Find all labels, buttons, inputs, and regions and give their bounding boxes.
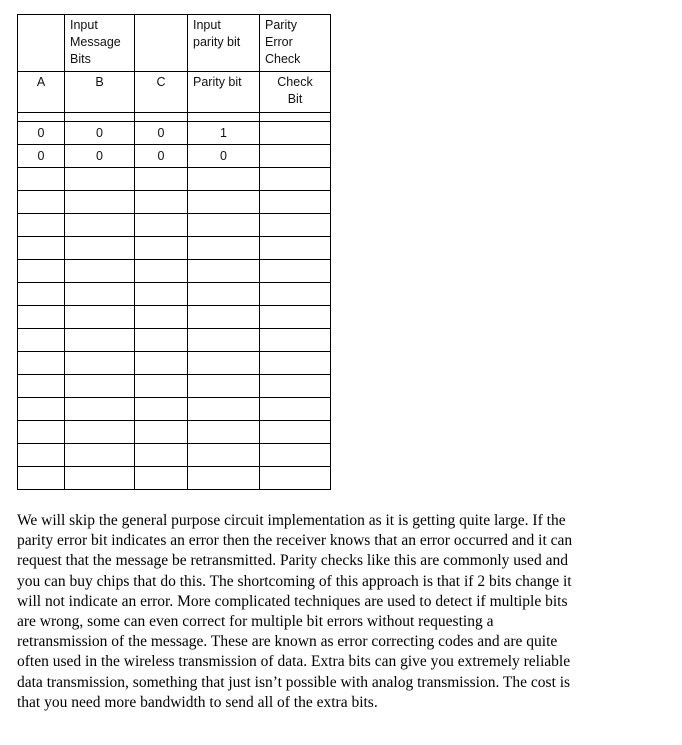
paragraph-line: you can buy chips that do this. The shortcoming of this approach is that if 2 bits change it	[17, 572, 572, 590]
table-cell	[135, 329, 188, 352]
table-cell	[188, 191, 260, 214]
table-cell	[188, 260, 260, 283]
table-row	[18, 168, 331, 191]
table-cell	[18, 306, 65, 329]
table-row	[18, 283, 331, 306]
paragraph-line: will not indicate an error. More complicated techniques are used to detect if multiple bits	[17, 592, 568, 610]
table-cell	[65, 214, 135, 237]
table-cell	[260, 72, 331, 113]
table-cell	[188, 375, 260, 398]
cell-text: Bits	[70, 52, 91, 66]
table-cell	[260, 398, 331, 421]
cell-text: Message	[70, 35, 121, 49]
paragraph-line: parity error bit indicates an error then the receiver knows that an error occurred and it can	[17, 532, 573, 550]
table-cell	[18, 375, 65, 398]
table-cell	[260, 283, 331, 306]
cell-text: 0	[220, 149, 227, 163]
table-row	[18, 444, 331, 467]
table-cell	[65, 283, 135, 306]
table-cell	[260, 168, 331, 191]
table-cell	[135, 375, 188, 398]
paragraph-line: that you need more bandwidth to send all of the extra bits.	[17, 693, 378, 711]
table-cell	[65, 306, 135, 329]
table-cell	[135, 237, 188, 260]
table-cell	[135, 113, 188, 122]
table-cell	[260, 145, 331, 168]
table-row	[18, 467, 331, 490]
table-cell	[65, 444, 135, 467]
table-cell	[18, 283, 65, 306]
table-row	[18, 329, 331, 352]
table-cell	[260, 421, 331, 444]
table-row	[18, 191, 331, 214]
table-cell	[188, 15, 260, 72]
table-cell	[65, 113, 135, 122]
table-cell	[188, 214, 260, 237]
table-cell	[260, 113, 331, 122]
table-cell	[65, 375, 135, 398]
table-cell	[18, 467, 65, 490]
table-cell	[260, 375, 331, 398]
table-cell	[260, 191, 331, 214]
table-cell	[65, 352, 135, 375]
paragraph-line: data transmission, something that just isn’t possible with analog transmission. The cost is	[17, 673, 571, 691]
table-cell	[65, 260, 135, 283]
table-cell	[18, 122, 65, 145]
table-cell	[18, 237, 65, 260]
cell-text: A	[36, 75, 46, 89]
table-cell	[188, 168, 260, 191]
parity-truth-table	[17, 14, 331, 490]
cell-text: 1	[220, 126, 227, 140]
table-cell	[18, 191, 65, 214]
table-cell	[188, 421, 260, 444]
cell-text: Bit	[287, 92, 303, 106]
header-row-columns	[18, 72, 331, 113]
table-cell	[135, 444, 188, 467]
paragraph-line: We will skip the general purpose circuit implementation as it is getting quite large. If the	[17, 512, 566, 529]
table-cell	[135, 214, 188, 237]
table-cell	[260, 444, 331, 467]
cell-text: Check	[277, 75, 313, 89]
table-cell	[18, 113, 65, 122]
table-row	[18, 214, 331, 237]
table-cell	[260, 122, 331, 145]
cell-text: Input	[70, 18, 98, 32]
table-cell	[135, 168, 188, 191]
table-cell	[65, 467, 135, 490]
table-cell	[65, 145, 135, 168]
cell-text: Parity bit	[193, 75, 242, 89]
table-cell	[18, 444, 65, 467]
table-cell	[260, 260, 331, 283]
paragraph-line: are wrong, some can even correct for multiple bit errors without requesting a	[17, 613, 494, 631]
body-paragraph	[17, 511, 667, 713]
table-cell	[18, 352, 65, 375]
cell-text: 0	[37, 149, 45, 163]
cell-text: Input	[193, 18, 221, 32]
table-cell	[260, 306, 331, 329]
table-row	[18, 122, 331, 145]
cell-text: Error	[265, 35, 293, 49]
paragraph-line: retransmission of the message. These are known as error correcting codes and are quite	[17, 633, 558, 651]
paragraph-line: request that the message be retransmitted. Parity checks like this are commonly used and	[17, 552, 568, 570]
table-cell	[65, 421, 135, 444]
table-cell	[65, 168, 135, 191]
cell-text: C	[156, 75, 166, 89]
table-row	[18, 237, 331, 260]
table-cell	[18, 260, 65, 283]
table-cell	[135, 72, 188, 113]
table-cell	[65, 398, 135, 421]
cell-text: Check	[265, 52, 301, 66]
table-cell	[18, 329, 65, 352]
cell-text: 0	[157, 149, 165, 163]
table-cell	[65, 72, 135, 113]
table-row	[18, 306, 331, 329]
table-cell	[260, 214, 331, 237]
table-cell	[188, 122, 260, 145]
table-cell	[135, 421, 188, 444]
table-cell	[260, 15, 331, 72]
table-cell	[188, 306, 260, 329]
table-cell	[260, 352, 331, 375]
table-cell	[188, 72, 260, 113]
table-cell	[65, 122, 135, 145]
table-cell	[260, 237, 331, 260]
table-row	[18, 260, 331, 283]
table-cell	[188, 352, 260, 375]
table-cell	[18, 421, 65, 444]
table-cell	[188, 444, 260, 467]
table-cell	[135, 260, 188, 283]
cell-text: 0	[96, 149, 103, 163]
table-cell	[260, 467, 331, 490]
table-cell	[135, 145, 188, 168]
paragraph-line: often used in the wireless transmission of data. Extra bits can give you extremely reliable	[17, 653, 571, 671]
table-cell	[65, 237, 135, 260]
table-cell	[18, 214, 65, 237]
table-cell	[188, 113, 260, 122]
table-cell	[135, 122, 188, 145]
table-cell	[65, 191, 135, 214]
cell-text: parity bit	[193, 35, 241, 49]
table-row	[18, 398, 331, 421]
cell-text: B	[95, 75, 104, 89]
table-cell	[188, 398, 260, 421]
table-cell	[135, 191, 188, 214]
table-row	[18, 421, 331, 444]
table-cell	[188, 283, 260, 306]
cell-text: Parity	[265, 18, 297, 32]
table-cell	[18, 398, 65, 421]
table-row	[18, 375, 331, 398]
cell-text: 0	[37, 126, 45, 140]
table-cell	[188, 237, 260, 260]
spacer-row	[18, 113, 331, 122]
table-cell	[188, 467, 260, 490]
table-cell	[188, 145, 260, 168]
table-cell	[18, 168, 65, 191]
cell-text: 0	[157, 126, 165, 140]
table-cell	[188, 329, 260, 352]
table-cell	[135, 352, 188, 375]
table-cell	[135, 306, 188, 329]
table-cell	[135, 398, 188, 421]
table-cell	[18, 145, 65, 168]
table-cell	[135, 467, 188, 490]
table-cell	[65, 15, 135, 72]
table-cell	[260, 329, 331, 352]
table-cell	[18, 72, 65, 113]
table-cell	[18, 15, 65, 72]
table-cell	[65, 329, 135, 352]
table-cell	[135, 283, 188, 306]
table-row	[18, 352, 331, 375]
table-row	[18, 145, 331, 168]
header-row-labels	[18, 15, 331, 72]
table-cell	[135, 15, 188, 72]
cell-text: 0	[96, 126, 103, 140]
